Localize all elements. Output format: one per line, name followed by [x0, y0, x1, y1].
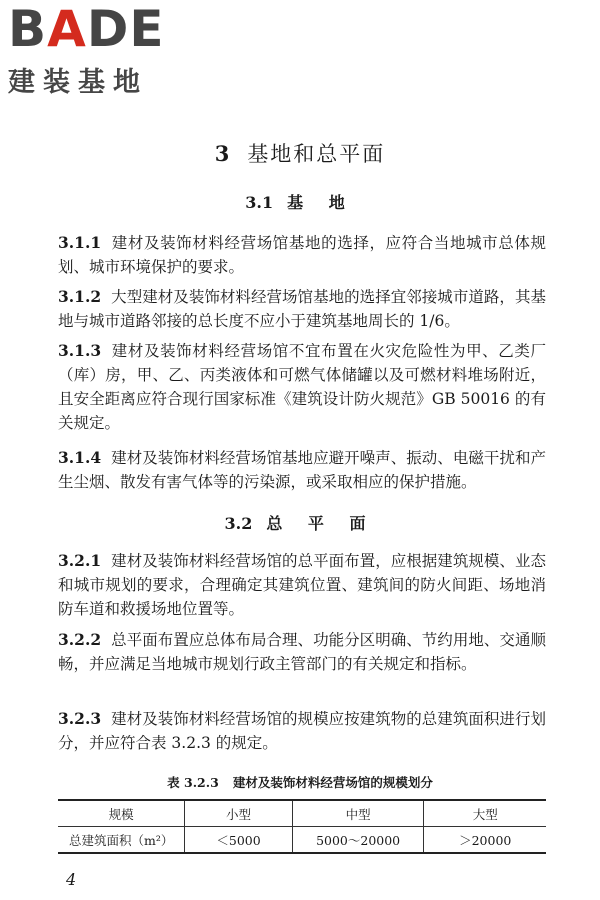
table-cell: 总建筑面积（m²）: [58, 827, 185, 854]
clause-number: 3.1.2: [58, 287, 102, 306]
clause: [58, 231, 546, 279]
clause-text: 建材及装饰材料经营场馆不宜布置在火灾危险性为甲、乙类厂（库）房，甲、乙、丙类液体和可燃气体储罐以及可燃材料堆场附近，且安全距离应符合现行国家标准《建筑设计防火规范》GB 50016 的有关规定。: [58, 342, 546, 432]
chapter-heading: [0, 138, 600, 168]
clause-number: 3.2.2: [58, 630, 102, 649]
scale-table: [58, 799, 546, 854]
chapter-number: 3: [214, 141, 232, 166]
table-header-cell: 大型: [424, 800, 546, 827]
clause-text: 建材及装饰材料经营场馆基地应避开噪声、振动、电磁干扰和产生尘烟、散发有害气体等的污染源，或采取相应的保护措施。: [58, 449, 546, 491]
clause-number: 3.2.1: [58, 551, 102, 570]
section-number: 3.2: [224, 514, 253, 533]
clause: [58, 549, 546, 621]
clause-text: 总平面布置应总体布局合理、功能分区明确、节约用地、交通顺畅，并应满足当地城市规划行政主管部门的有关规定和指标。: [58, 631, 546, 673]
page-number: 4: [66, 870, 77, 889]
chapter-title: 基地和总平面: [247, 142, 386, 166]
clause-number: 3.2.3: [58, 709, 102, 728]
table-cell: 5000～20000: [292, 827, 424, 854]
table-caption: [0, 773, 600, 791]
section-title: 基 地: [287, 193, 355, 212]
brand-logo: [8, 0, 178, 99]
logo-wordmark: BADE: [8, 0, 165, 58]
clause: [58, 628, 546, 676]
section-number: 3.1: [245, 193, 274, 212]
table-number: 表 3.2.3: [167, 775, 219, 790]
logo-subtitle: 建装基地: [8, 67, 148, 98]
section-title: 总 平 面: [266, 514, 376, 533]
table-cell: ＜5000: [185, 827, 292, 854]
clause-text: 大型建材及装饰材料经营场馆基地的选择宜邻接城市道路，其基地与城市道路邻接的总长度不应小于建筑基地周长的 1/6。: [58, 288, 546, 330]
table-header-row: [58, 800, 546, 827]
table-row: [58, 827, 546, 854]
clause: [58, 339, 546, 435]
clause: [58, 285, 546, 333]
table-title: 建材及装饰材料经营场馆的规模划分: [232, 775, 433, 790]
clause-text: 建材及装饰材料经营场馆基地的选择，应符合当地城市总体规划、城市环境保护的要求。: [58, 234, 546, 276]
clause-number: 3.1.4: [58, 448, 102, 467]
table-cell: ＞20000: [424, 827, 546, 854]
table-header-cell: 中型: [292, 800, 424, 827]
clause-text: 建材及装饰材料经营场馆的规模应按建筑物的总建筑面积进行划分，并应符合表 3.2.3 的规定。: [58, 710, 546, 752]
table-header-cell: 规模: [58, 800, 185, 827]
clause-number: 3.1.1: [58, 233, 102, 252]
table-header-cell: 小型: [185, 800, 292, 827]
clause: [58, 707, 546, 755]
clause-text: 建材及装饰材料经营场馆的总平面布置，应根据建筑规模、业态和城市规划的要求，合理确定其建筑位置、建筑间的防火间距、场地消防车道和救援场地位置等。: [58, 552, 546, 618]
clause-number: 3.1.3: [58, 341, 102, 360]
clause: [58, 446, 546, 494]
section-heading: [0, 511, 600, 534]
section-heading: [0, 190, 600, 213]
